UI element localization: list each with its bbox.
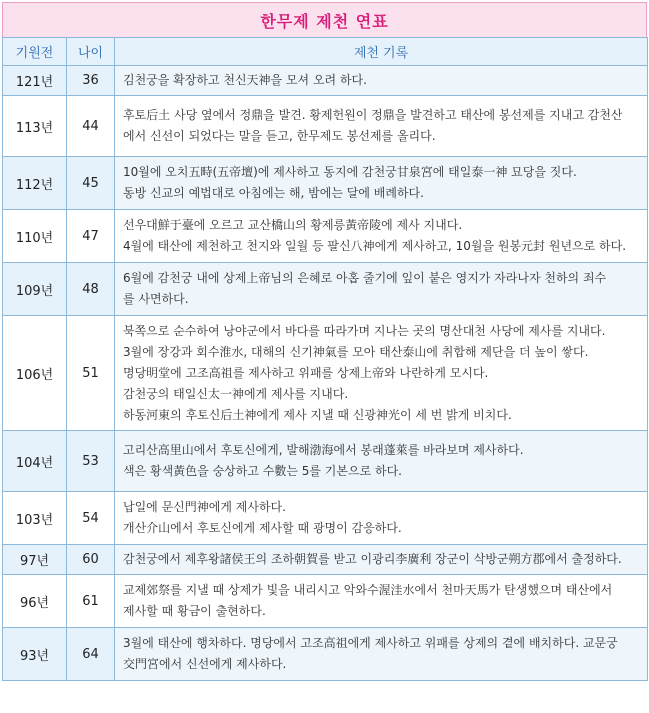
header-record: 제천 기록 (115, 38, 648, 66)
record-cell (115, 628, 648, 681)
header-year: 기원전 (3, 38, 67, 66)
record-cell (115, 431, 648, 492)
age-cell: 48 (67, 263, 115, 316)
record-line: 개산介山에서 후토신에게 제사할 때 광명이 감응하다. (123, 521, 402, 535)
chronology-table-container (2, 2, 647, 681)
year-cell: 104년 (3, 431, 67, 492)
record-line: 에서 신선이 되었다는 말을 듣고, 한무제도 봉선제를 올리다. (123, 129, 436, 143)
header-age: 나이 (67, 38, 115, 66)
table-row (3, 628, 648, 681)
header-row (3, 38, 648, 66)
record-cell (115, 66, 648, 96)
table-row (3, 66, 648, 96)
age-cell: 36 (67, 66, 115, 96)
year-cell: 109년 (3, 263, 67, 316)
year-cell: 106년 (3, 316, 67, 431)
table-row (3, 545, 648, 575)
year-cell: 121년 (3, 66, 67, 96)
record-line: 동방 신교의 예법대로 아침에는 해, 밤에는 달에 배례하다. (123, 186, 424, 200)
year-cell: 110년 (3, 210, 67, 263)
year-cell: 93년 (3, 628, 67, 681)
age-cell: 64 (67, 628, 115, 681)
record-cell (115, 157, 648, 210)
record-cell (115, 492, 648, 545)
age-cell: 47 (67, 210, 115, 263)
table-row (3, 431, 648, 492)
age-cell: 60 (67, 545, 115, 575)
record-line: 交門宮에서 신선에게 제사하다. (123, 657, 287, 671)
table-title: 한무제 제천 연표 (2, 2, 647, 37)
record-line: 10월에 오치五畤(五帝壇)에 제사하고 동지에 감천궁甘泉宮에 태일泰一神 묘당을 짓다. (123, 165, 577, 179)
record-line: 명당明堂에 고조高祖를 제사하고 위패를 상제上帝와 나란하게 모시다. (123, 365, 489, 380)
record-line: 제사할 때 황금이 출현하다. (123, 604, 266, 618)
record-line: 3월에 태산에 행차하다. 명당에서 고조高祖에게 제사하고 위패를 상제의 곁에 배치하다. 교문궁 (123, 636, 618, 650)
age-cell: 44 (67, 96, 115, 157)
record-cell (115, 96, 648, 157)
record-line: 북쪽으로 순수하여 낭야군에서 바다를 따라가며 지나는 곳의 명산대천 사당에 제사를 지내다. (123, 323, 606, 338)
chronology-table (2, 37, 648, 681)
age-cell: 54 (67, 492, 115, 545)
record-line: 4월에 태산에 제천하고 천지와 일월 등 팔신八神에게 제사하고, 10월을 원봉元封 원년으로 하다. (123, 239, 627, 253)
table-row (3, 492, 648, 545)
record-line: 색은 황색黃色을 숭상하고 수數는 5를 기본으로 하다. (123, 464, 402, 478)
year-cell: 112년 (3, 157, 67, 210)
record-cell (115, 210, 648, 263)
record-line: 선우대鮮于臺에 오르고 교산橋山의 황제릉黃帝陵에 제사 지내다. (123, 218, 463, 232)
year-cell: 97년 (3, 545, 67, 575)
age-cell: 61 (67, 575, 115, 628)
record-line: 3월에 장강과 회수淮水, 대해의 신기神氣를 모아 태산泰山에 취합해 제단을 더 높이 쌓다. (123, 344, 589, 359)
record-line: 교제郊祭를 지낼 때 상제가 빛을 내리시고 악와수渥洼水에서 천마天馬가 탄생했으며 태산에서 (123, 583, 613, 597)
year-cell: 113년 (3, 96, 67, 157)
record-line: 하동河東의 후토신后土神에게 제사 지낼 때 신광神光이 세 번 밝게 비치다. (123, 407, 512, 422)
record-cell (115, 575, 648, 628)
table-row (3, 96, 648, 157)
table-row (3, 263, 648, 316)
record-line: 고리산高里山에서 후토신에게, 발해渤海에서 봉래蓬萊를 바라보며 제사하다. (123, 443, 524, 457)
record-line: 감천궁의 태일신太一神에게 제사를 지내다. (123, 386, 349, 401)
record-cell (115, 263, 648, 316)
age-cell: 51 (67, 316, 115, 431)
table-row (3, 157, 648, 210)
table-row (3, 316, 648, 431)
record-line: 감천궁에서 제후왕諸侯王의 조하朝賀를 받고 이광리李廣利 장군이 삭방군朔方郡에서 출정하다. (123, 552, 622, 566)
year-cell: 103년 (3, 492, 67, 545)
year-cell: 96년 (3, 575, 67, 628)
table-row (3, 210, 648, 263)
record-line: 후토后土 사당 옆에서 정鼎을 발견. 황제헌원이 정鼎을 발견하고 태산에 봉선제를 지내고 감천산 (123, 108, 623, 122)
record-line: 6월에 감천궁 내에 상제上帝님의 은혜로 아홉 줄기에 잎이 붙은 영지가 자라나자 천하의 죄수 (123, 271, 607, 285)
record-line: 납일에 문신門神에게 제사하다. (123, 500, 286, 514)
record-cell (115, 316, 648, 431)
age-cell: 53 (67, 431, 115, 492)
record-line: 김천궁을 확장하고 천신天神을 모셔 오려 하다. (123, 73, 367, 87)
record-line: 를 사면하다. (123, 292, 189, 306)
age-cell: 45 (67, 157, 115, 210)
table-row (3, 575, 648, 628)
record-cell (115, 545, 648, 575)
